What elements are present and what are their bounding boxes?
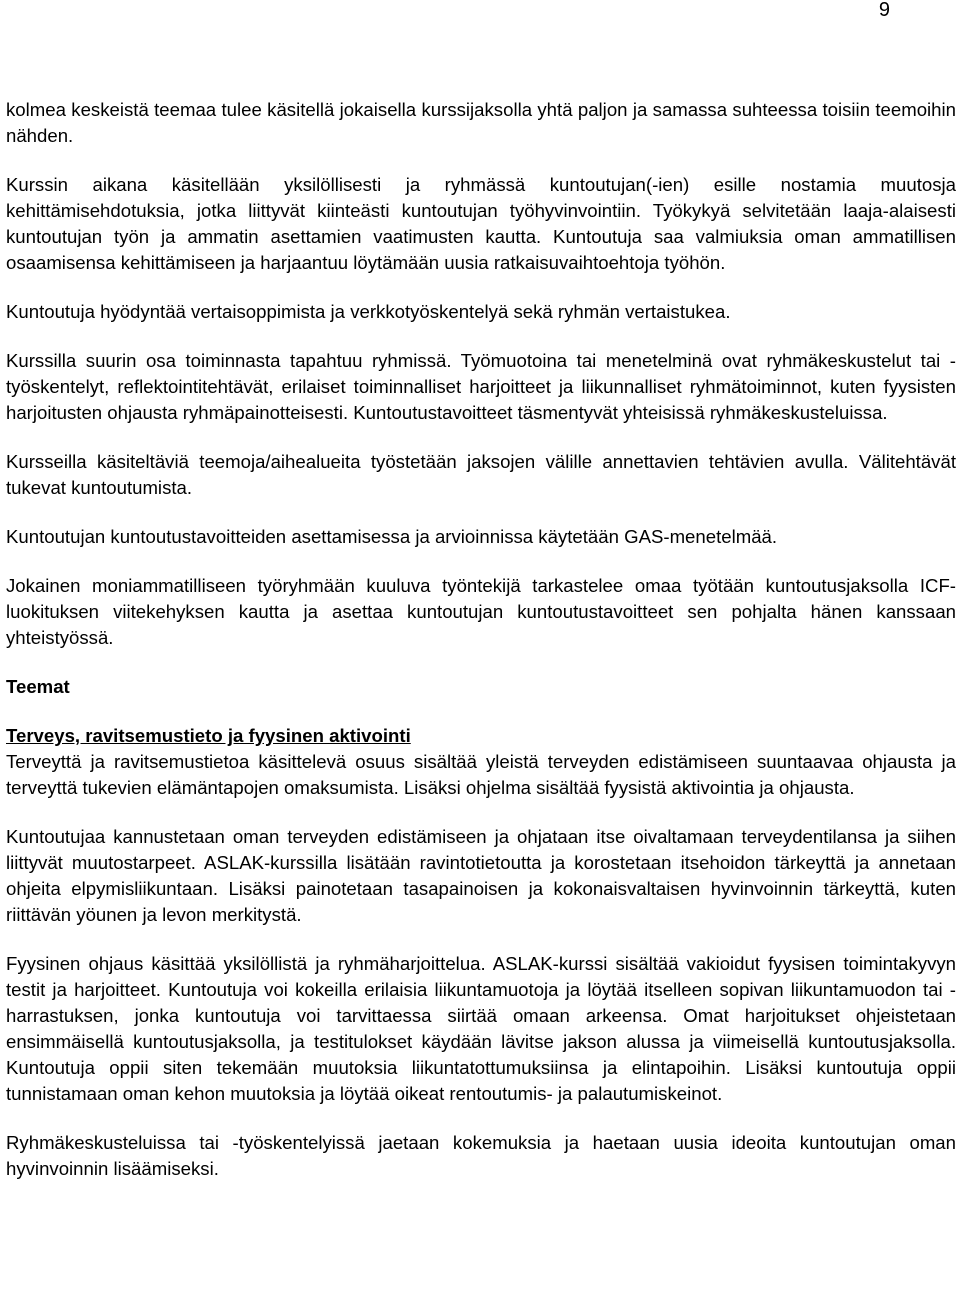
subsection-heading-health: Terveys, ravitsemustieto ja fyysinen aktivointi — [6, 725, 411, 746]
paragraph-group-discussions: Ryhmäkeskusteluissa tai -työskentelyissä jaetaan kokemuksia ja haetaan uusia ideoita kuntoutujan oman hyvinvoinnin lisäämiseksi. — [6, 1132, 956, 1179]
paragraph-gas-method: Kuntoutujan kuntoutustavoitteiden asettamisessa ja arvioinnissa käytetään GAS-menetelmää. — [6, 526, 778, 547]
paragraph-health-nutrition: Terveyttä ja ravitsemustietoa käsittelevä osuus sisältää yleistä terveyden edistämiseen suuntaavaa ohjausta ja terveyttä tukevien elämäntapojen omaksumista. Lisäksi ohjelma sisältää fyysistä aktivointia ja ohjausta. — [6, 751, 956, 798]
page-number: 9 — [878, 0, 890, 21]
paragraph-icf: Jokainen moniammatilliseen työryhmään kuuluva työntekijä tarkastelee omaa työtään kuntoutusjaksolla ICF-luokituksen viitekehyksen kautta ja asettaa kuntoutujan kuntoutustavoitteet sen pohjalta hänen kanssaan yhteistyössä. — [6, 575, 956, 648]
paragraph-themes-balance: kolmea keskeistä teemaa tulee käsitellä jokaisella kurssijaksolla yhtä paljon ja samassa suhteessa toisiin teemoihin nähden. — [6, 99, 956, 146]
paragraph-assignments: Kursseilla käsiteltäviä teemoja/aihealueita työstetään jaksojen välille annettavien tehtävien avulla. Välitehtävät tukevat kuntoutumista. — [6, 451, 956, 498]
section-heading-themes: Teemat — [6, 676, 70, 697]
paragraph-encouragement: Kuntoutujaa kannustetaan oman terveyden edistämiseen ja ohjataan itse oivaltamaan terveydentilansa ja siihen liittyvät muutostarpeet. ASLAK-kurssilla lisätään ravintotietoutta ja korostetaan itsehoidon tärkeyttä ja annetaan ohjeita elpymisliikuntaan. Lisäksi painotetaan tasapainoisen ja kokonaisvaltaisen hyvinvoinnin tärkeyttä, kuten riittävän yöunen ja levon merkitystä. — [6, 826, 956, 925]
paragraph-course-content: Kurssin aikana käsitellään yksilöllisesti ja ryhmässä kuntoutujan(-ien) esille nostamia muutosja kehittämisehdotuksia, jotka liittyvät kiinteästi kuntoutujan työhyvinvointiin. Työkykyä selvitetään laaja-alaisesti kuntoutujan työn ja ammatin asettamien vaatimusten kautta. Kuntoutuja saa valmiuksia oman ammatillisen osaamisensa kehittämiseen ja harjaantuu löytämään uusia ratkaisuvaihtoehtoja työhön. — [6, 174, 956, 273]
document-body — [6, 97, 956, 1205]
paragraph-peer-learning: Kuntoutuja hyödyntää vertaisoppimista ja verkkotyöskentelyä sekä ryhmän vertaistukea. — [6, 301, 731, 322]
paragraph-physical-guidance: Fyysinen ohjaus käsittää yksilöllistä ja ryhmäharjoittelua. ASLAK-kurssi sisältää vakioidut fyysisen toimintakyvyn testit ja harjoitteet. Kuntoutuja voi kokeilla erilaisia liikuntamuotoja ja löytää itselleen sopivan liikuntamuodon tai -harrastuksen, jonka kuntoutuja voi tarvittaessa siirtää omaan arkeensa. Omat harjoitukset ohjeistetaan ensimmäisellä kuntoutusjaksolla, ja testitulokset käydään lävitse jakson alussa ja viimeisellä kuntoutusjaksolla. Kuntoutuja oppii siten tekemään muutoksia liikuntatottumuksiinsa ja elintapoihin. Lisäksi kuntoutuja oppii tunnistamaan oman kehon muutoksia ja löytää oikeat rentoutumis- ja palautumiskeinot. — [6, 953, 956, 1104]
paragraph-group-work: Kurssilla suurin osa toiminnasta tapahtuu ryhmissä. Työmuotoina tai menetelminä ovat ryhmäkeskustelut tai -työskentelyt, reflektointitehtävät, erilaiset toiminnalliset harjoitteet ja liikunnalliset ryhmätoiminnot, kuten fyysisten harjoitusten ohjausta ryhmäpainotteisesti. Kuntoutustavoitteet täsmentyvät yhteisissä ryhmäkeskusteluissa. — [6, 350, 956, 423]
